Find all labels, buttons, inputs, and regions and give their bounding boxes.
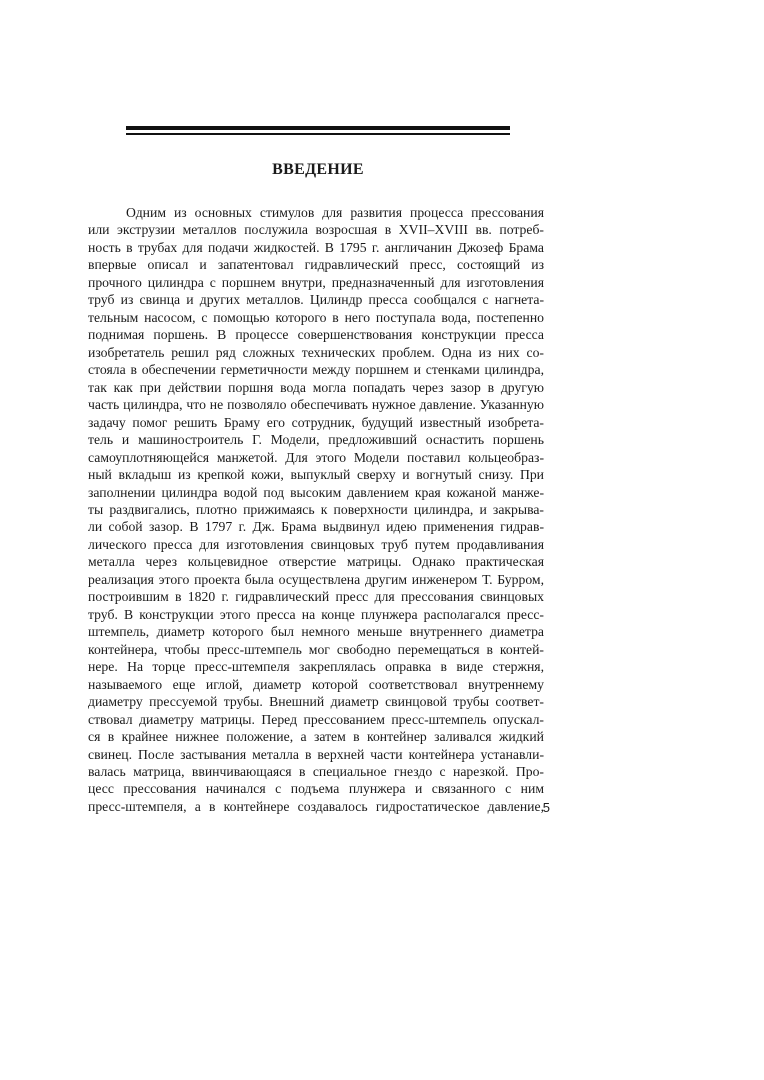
paragraph-line: впервые описал и запатентовал гидравлический пресс, состоящий из — [88, 257, 544, 273]
paragraph-line: Одним из основных стимулов для развития процесса прессования — [126, 205, 544, 220]
header-rule-thick — [126, 126, 510, 130]
paragraph-line: ствовал диаметру матрицы. Перед прессованием пресс-штемпель опускал- — [88, 711, 544, 727]
paragraph-line: цесс прессования начинался с подъема плунжера и связанного с ним — [88, 781, 544, 797]
paragraph-line: построившим в 1820 г. гидравлический пресс для прессования свинцовых — [88, 589, 544, 605]
paragraph-line: свинец. После застывания металла в верхней части контейнера устанавли- — [88, 746, 544, 762]
paragraph-line: контейнера, чтобы пресс-штемпель мог свободно перемещаться в контей- — [88, 641, 544, 657]
paragraph-line: ный вкладыш из крепкой кожи, выпуклый сверху и вогнутый снизу. При — [88, 467, 544, 483]
paragraph-line: стояла в обеспечении герметичности между поршнем и стенками цилиндра, — [88, 362, 544, 378]
paragraph-line: реализация этого проекта была осуществлена другим инженером Т. Бурром, — [88, 571, 544, 587]
paragraph-line: нере. На торце пресс-штемпеля закреплялась оправка в виде стержня, — [88, 659, 544, 675]
paragraph-line: задачу помог решить Браму его сотрудник, будущий известный изобрета- — [88, 414, 544, 430]
paragraph-line: изобретатель решил ряд сложных технических проблем. Одна из них со- — [88, 344, 544, 360]
paragraph-line: труб из свинца и других металлов. Цилиндр пресса сообщался с нагнета- — [88, 292, 544, 308]
paragraph-line: валась матрица, ввинчивающаяся в специальное гнездо с нарезкой. Про- — [88, 764, 544, 779]
paragraph-line: ты раздвигались, плотно прижимаясь к поверхности цилиндра, и закрыва- — [88, 501, 544, 517]
paragraph-line: пресс-штемпеля, а в контейнере создавалось гидростатическое давление, — [88, 798, 544, 814]
paragraph-line: прочного цилиндра с поршнем внутри, предназначенный для изготовления — [88, 274, 544, 290]
chapter-heading: ВВЕДЕНИЕ — [272, 160, 364, 178]
paragraph-line: лического пресса для изготовления свинцовых труб путем продавливания — [88, 536, 544, 552]
paragraph-line: ли собой зазор. В 1797 г. Дж. Брама выдвинул идею применения гидрав- — [88, 519, 544, 535]
paragraph-line: заполнении цилиндра водой под высоким давлением края кожаной манже- — [88, 484, 544, 500]
paragraph-line: металла через кольцевидное отверстие матрицы. Однако практическая — [88, 554, 544, 570]
paragraph-line: тель и машиностроитель Г. Модели, предложивший оснастить поршень — [88, 432, 544, 448]
paragraph-line: штемпель, диаметр которого был немного меньше внутреннего диаметра — [88, 624, 544, 640]
paragraph-line: называемого еще иглой, диаметр которой соответствовал внутреннему — [88, 676, 544, 692]
paragraph-line: диаметру прессуемой трубы. Внешний диаметр свинцовой трубы соответ- — [88, 694, 544, 710]
paragraph-line: ся в крайнее нижнее положение, а затем в контейнер заливался жидкий — [88, 729, 544, 745]
paragraph-line: тельным насосом, с помощью которого в него поступала вода, постепенно — [88, 309, 544, 325]
body-paragraph — [88, 204, 544, 815]
paragraph-line: поднимая поршень. В процессе совершенствования конструкции пресса — [88, 327, 544, 343]
header-rule-thin — [126, 133, 510, 135]
paragraph-line: часть цилиндра, что не позволяло обеспечивать нужное давление. Указанную — [88, 397, 544, 413]
page-number: 5 — [542, 800, 550, 815]
paragraph-line: так как при действии поршня вода могла попадать через зазор в другую — [88, 379, 544, 395]
paragraph-line: или экструзии металлов послужила возросшая в XVII–XVIII вв. потреб- — [88, 222, 544, 238]
paragraph-line: труб. В конструкции этого пресса на конце плунжера располагался пресс- — [88, 606, 544, 622]
paragraph-line: самоуплотняющейся манжетой. Для этого Модели поставил кольцеобраз- — [88, 449, 544, 465]
paragraph-line: ность в трубах для подачи жидкостей. В 1795 г. англичанин Джозеф Брама — [88, 239, 544, 255]
